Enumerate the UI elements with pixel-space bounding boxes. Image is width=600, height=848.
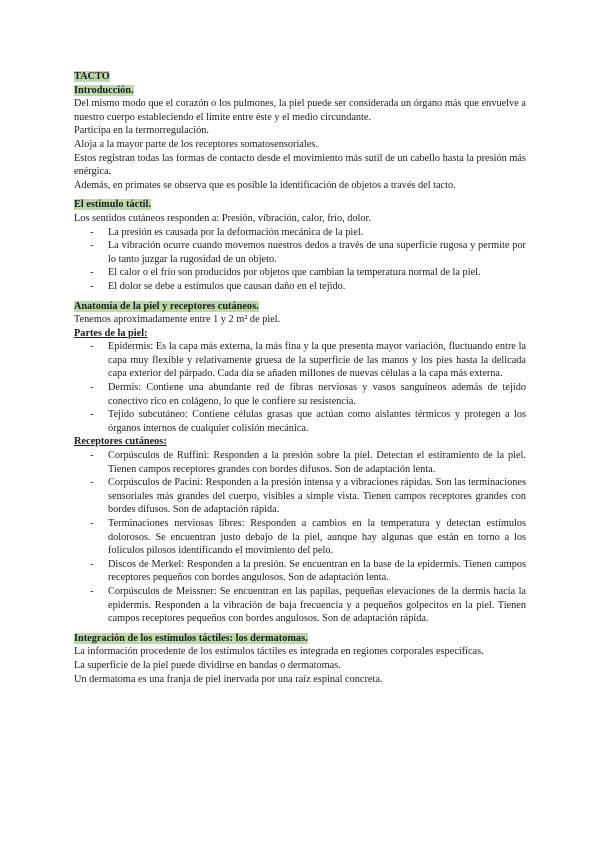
dash-bullet: -: [90, 267, 94, 279]
list-item: - La presión es causada por la deformación mecánica de la piel.: [90, 226, 364, 238]
dash-bullet: -: [90, 382, 94, 394]
skin-parts-list: [74, 340, 526, 435]
integration-paragraph: La superficie de la piel puede dividirse en bandas o dermatomas.: [74, 659, 341, 671]
list-item: - Corpúsculos de Pacini: Responden a la presión intensa y a vibraciones rápidas. Son las terminaciones sensoriales más grandes del cuerpo, visibles a simple vista. Tienen campos receptores grandes con bordes difusos. Son de adaptación rápida.: [90, 477, 526, 516]
receptors-list: [74, 449, 526, 626]
intro-paragraph: Participa en la termorregulación.: [74, 125, 209, 137]
list-item: - Tejido subcutáneo: Contiene células grasas que actúan como aislantes térmicos y protegen a los órganos internos de cualquier colisión mecánica.: [90, 409, 526, 434]
intro-paragraph: Además, en primates se observa que es posible la identificación de objetos a través del tacto.: [74, 179, 456, 191]
intro-heading: Introducción.: [74, 84, 134, 96]
anatomy-heading-line: [74, 300, 526, 314]
stimulus-list: [74, 226, 526, 294]
parts-heading: Partes de la piel:: [74, 327, 148, 339]
intro-paragraph: Aloja a la mayor parte de los receptores somatosensoriales.: [74, 138, 318, 150]
list-item: - Terminaciones nerviosas libres: Responden a cambios en la temperatura y detectan estímulos dolorosos. Se encuentran justo debajo de la piel, aunque hay algunas que están en torno a los folículos pilosos identificando el movimiento del pelo.: [90, 518, 526, 557]
dash-bullet: -: [90, 341, 94, 353]
document-page: [74, 70, 526, 686]
dash-bullet: -: [90, 585, 94, 597]
list-item: - Epidermis: Es la capa más externa, la más fina y la que presenta mayor variación, fluctuando entre la capa muy flexible y relativamente gruesa de la superficie de las manos y los pies hasta la delicada capa exterior del párpado. Cada día se añaden millones de nuevas células a la capa más externa.: [90, 341, 526, 380]
stimulus-section: [74, 198, 526, 293]
integration-paragraph: Un dermatoma es una franja de piel inervada por una raíz espinal concreta.: [74, 673, 383, 685]
integration-section: [74, 632, 526, 686]
anatomy-heading: Anatomía de la piel y receptores cutáneos.: [74, 300, 259, 312]
anatomy-section: [74, 300, 526, 626]
dash-bullet: -: [90, 477, 94, 489]
list-item: - Dermis: Contiene una abundante red de fibras nerviosas y vasos sanguíneos además de tejido conectivo rico en colágeno, lo que le confiere su resistencia.: [90, 382, 526, 407]
dash-bullet: -: [90, 240, 94, 252]
intro-paragraph: Del mismo modo que el corazón o los pulmones, la piel puede ser considerada un órgano más que envuelve a nuestro cuerpo estableciendo el límite entre éste y el medio circundante.: [74, 98, 526, 123]
receptors-heading: Receptores cutáneos:: [74, 436, 167, 448]
list-item: - Discos de Merkel: Responden a la presión. Se encuentran en la base de la epidermis. Tienen campos receptores pequeños con bordes angulosos. Son de adaptación lenta.: [90, 558, 526, 584]
document-title: TACTO: [74, 71, 110, 82]
dash-bullet: -: [90, 558, 94, 570]
stimulus-lead: Los sentidos cutáneos responden a: Presión, vibración, calor, frío, dolor.: [74, 212, 371, 224]
integration-heading: Integración de los estímulos táctiles: los dermatomas.: [74, 632, 308, 644]
document-title-line: [74, 70, 526, 84]
list-item: - Corpúsculos de Meissner: Se encuentran en las papilas, pequeñas elevaciones de la dermis hacia la epidermis. Responden a la vibración de baja frecuencia y a pequeños golpecitos en la piel. Tienen campos receptores pequeños con bordes angulosos. Son de adaptación rápida.: [90, 585, 526, 625]
dash-bullet: -: [90, 226, 94, 238]
anatomy-lead: Tenemos aproximadamente entre 1 y 2 m² de piel.: [74, 314, 281, 326]
integration-paragraph: La información procedente de los estímulos táctiles es integrada en regiones corporales específicas.: [74, 646, 484, 658]
dash-bullet: -: [90, 450, 94, 462]
parts-heading-line: [74, 327, 526, 341]
dash-bullet: -: [90, 518, 94, 529]
dash-bullet: -: [90, 280, 94, 292]
list-item: - Corpúsculos de Ruffini: Responden a la presión sobre la piel. Detectan el estiramiento de la piel. Tienen campos receptores grandes con bordes difusos. Son de adaptación lenta.: [90, 450, 526, 475]
receptors-heading-line: [74, 435, 526, 449]
list-item: - La vibración ocurre cuando movemos nuestros dedos a través de una superficie rugosa y permite por lo tanto juzgar la rugosidad de un objeto.: [90, 240, 526, 265]
stimulus-heading: El estímulo táctil.: [74, 199, 151, 211]
list-item: - El dolor se debe a estímulos que causan daño en el tejido.: [90, 280, 346, 292]
list-item: - El calor o el frío son producidos por objetos que cambian la temperatura normal de la piel.: [90, 267, 481, 279]
intro-section: [74, 84, 526, 193]
stimulus-heading-line: [74, 198, 526, 212]
dash-bullet: -: [90, 409, 94, 421]
intro-heading-line: [74, 84, 526, 98]
integration-heading-line: [74, 632, 526, 646]
intro-paragraph: Estos registran todas las formas de contacto desde el movimiento más sutil de un cabello hasta la presión más enérgica.: [74, 152, 526, 178]
